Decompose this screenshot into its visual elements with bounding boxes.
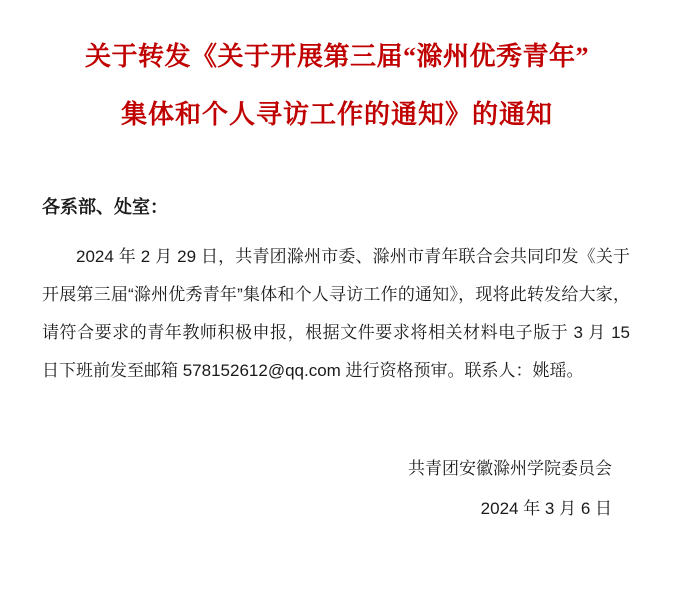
signature-block [0,390,674,528]
page-title [0,0,674,144]
salutation: 各系部、处室： [42,197,168,217]
signature-organization: 共青团安徽滁州学院委员会 [408,459,612,478]
page-title-line-1: 关于转发《关于开展第三届“滁州优秀青年” [84,42,589,71]
body-paragraph-text: 2024 年 2 月 29 日，共青团滁州市委、滁州市青年联合会共同印发《关于开展第三届“滁州优秀青年”集体和个人寻访工作的通知》，现将此转发给大家，请符合要求的青年教师积极申报，根据文件要求将相关材料电子版于 3 月 15 日下班前发至邮箱 578152612@qq.com 进行资格预审。联系人：姚瑶。 [42,247,630,380]
body-paragraph [0,222,674,390]
page-title-line-2: 集体和个人寻访工作的通知》的通知 [120,100,553,129]
signature-date: 2024 年 3 月 6 日 [480,499,612,518]
